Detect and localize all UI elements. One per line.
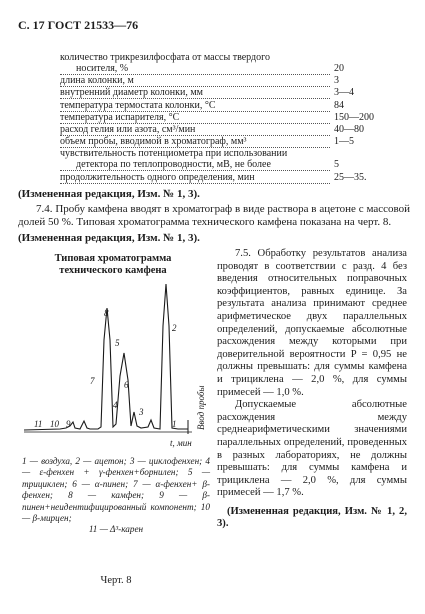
- legend-text: 1 — воздуха, 2 — ацетон; 3 — циклофенхен; 4 — ε-фенхен + γ-фенхен+борнилен; 5 — трициклен; 6 — α-пинен; 7 — α-фенхен+ β-фенхен; 8 — камфен; 9 — β-пинен+неидентифицированный компонент; 10 — β-мирцен;: [22, 456, 210, 524]
- paragraph-7-5: 7.5. Обработку результатов анализа проводят в соответствии с разд. 4 без введения относительных поправочных коэффициентов, равных единице. За результата анализа принимают среднее арифметическое двух параллельных определений, допускаемые абсолютные расхождения между которыми при доверительной вероятности P = 0,95 не должны превышать: для суммы камфена и трициклена — 2,0 %, для суммы примесей — 1,0 %.: [217, 248, 407, 398]
- injection-label: Ввод пробы: [196, 385, 206, 430]
- edit-note-1: (Измененная редакция, Изм. № 1, 3).: [18, 188, 200, 200]
- param-value: 5: [334, 159, 339, 171]
- param-row: [60, 100, 400, 112]
- param-row: [60, 159, 400, 171]
- param-row: [60, 52, 400, 63]
- param-label: расход гелия или азота, см³/мин: [60, 124, 330, 136]
- param-value: 3: [334, 75, 339, 87]
- peak-label: 3: [139, 407, 144, 417]
- axis-label: t, мин: [170, 438, 192, 448]
- right-column: [217, 248, 407, 531]
- param-label: температура испарителя, °С: [60, 112, 330, 124]
- param-row: [60, 136, 400, 148]
- param-label: продолжительность одного определения, мин: [60, 172, 330, 184]
- peak-label: 6: [124, 380, 129, 390]
- param-label: объем пробы, вводимой в хроматограф, мм³: [60, 136, 330, 148]
- chromatogram-trace: [24, 284, 188, 430]
- figure-caption: Черт. 8: [100, 575, 132, 586]
- peak-label: 11: [34, 419, 43, 429]
- param-row: [60, 124, 400, 136]
- param-label: температура термостата колонки, °С: [60, 100, 330, 112]
- params-list: [60, 52, 400, 184]
- param-label: внутренний диаметр колонки, мм: [60, 87, 330, 99]
- peak-label: 8: [104, 308, 109, 318]
- param-row: [60, 63, 400, 75]
- paragraph-7-4: 7.4. Пробу камфена вводят в хроматограф в виде раствора в ацетоне с массовой долей 50 %. Типовая хроматограмма технического камфена показана на черт. 8.: [18, 203, 410, 228]
- chart-title: Типовая хроматограмма технического камфена: [54, 253, 172, 276]
- param-value: 150—200: [334, 111, 374, 123]
- peak-label: 7: [90, 376, 95, 386]
- chromatogram: [20, 280, 210, 455]
- param-row: [60, 112, 400, 124]
- param-label: детектора по теплопроводности, мВ, не более: [60, 159, 330, 171]
- chart-legend: [22, 456, 210, 536]
- param-row: [60, 172, 400, 184]
- param-value: 40—80: [334, 124, 364, 136]
- peak-label: 9: [66, 419, 71, 429]
- param-row: [60, 148, 400, 159]
- param-value: 25—35.: [334, 171, 367, 183]
- param-label: количество трикрезилфосфата от массы твердого: [60, 52, 270, 63]
- peak-label: 1: [172, 419, 177, 429]
- param-label: длина колонки, м: [60, 75, 330, 87]
- param-value: 84: [334, 99, 344, 111]
- param-label: носителя, %: [60, 63, 330, 75]
- param-row: [60, 87, 400, 99]
- peak-label: 5: [115, 338, 120, 348]
- param-row: [60, 75, 400, 87]
- peak-label: 4: [113, 400, 118, 410]
- param-value: 3—4: [334, 87, 354, 99]
- param-label: чувствительность потенциометра при использовании: [60, 148, 288, 160]
- edit-note-3: (Измененная редакция, Изм. № 1, 2, 3).: [217, 505, 407, 530]
- edit-note-2: (Измененная редакция, Изм. № 1, 3).: [18, 232, 200, 244]
- peak-label: 10: [50, 419, 59, 429]
- legend-last: 11 — Δ³-карен: [88, 524, 144, 535]
- peak-label: 2: [172, 323, 177, 333]
- param-value: [334, 148, 400, 159]
- param-value: 20: [334, 63, 344, 74]
- page-header: С. 17 ГОСТ 21533—76: [18, 18, 139, 32]
- paragraph-tolerance: Допускаемые абсолютные расхождения между среднеарифметическими значениями параллельных определений, проведенных в разных лабораториях, не должны превышать: для суммы камфена и трициклена — 2,0 %, для суммы примесей — 1,7 %.: [217, 399, 407, 499]
- param-value: [334, 52, 400, 63]
- param-value: 1—5: [334, 136, 354, 148]
